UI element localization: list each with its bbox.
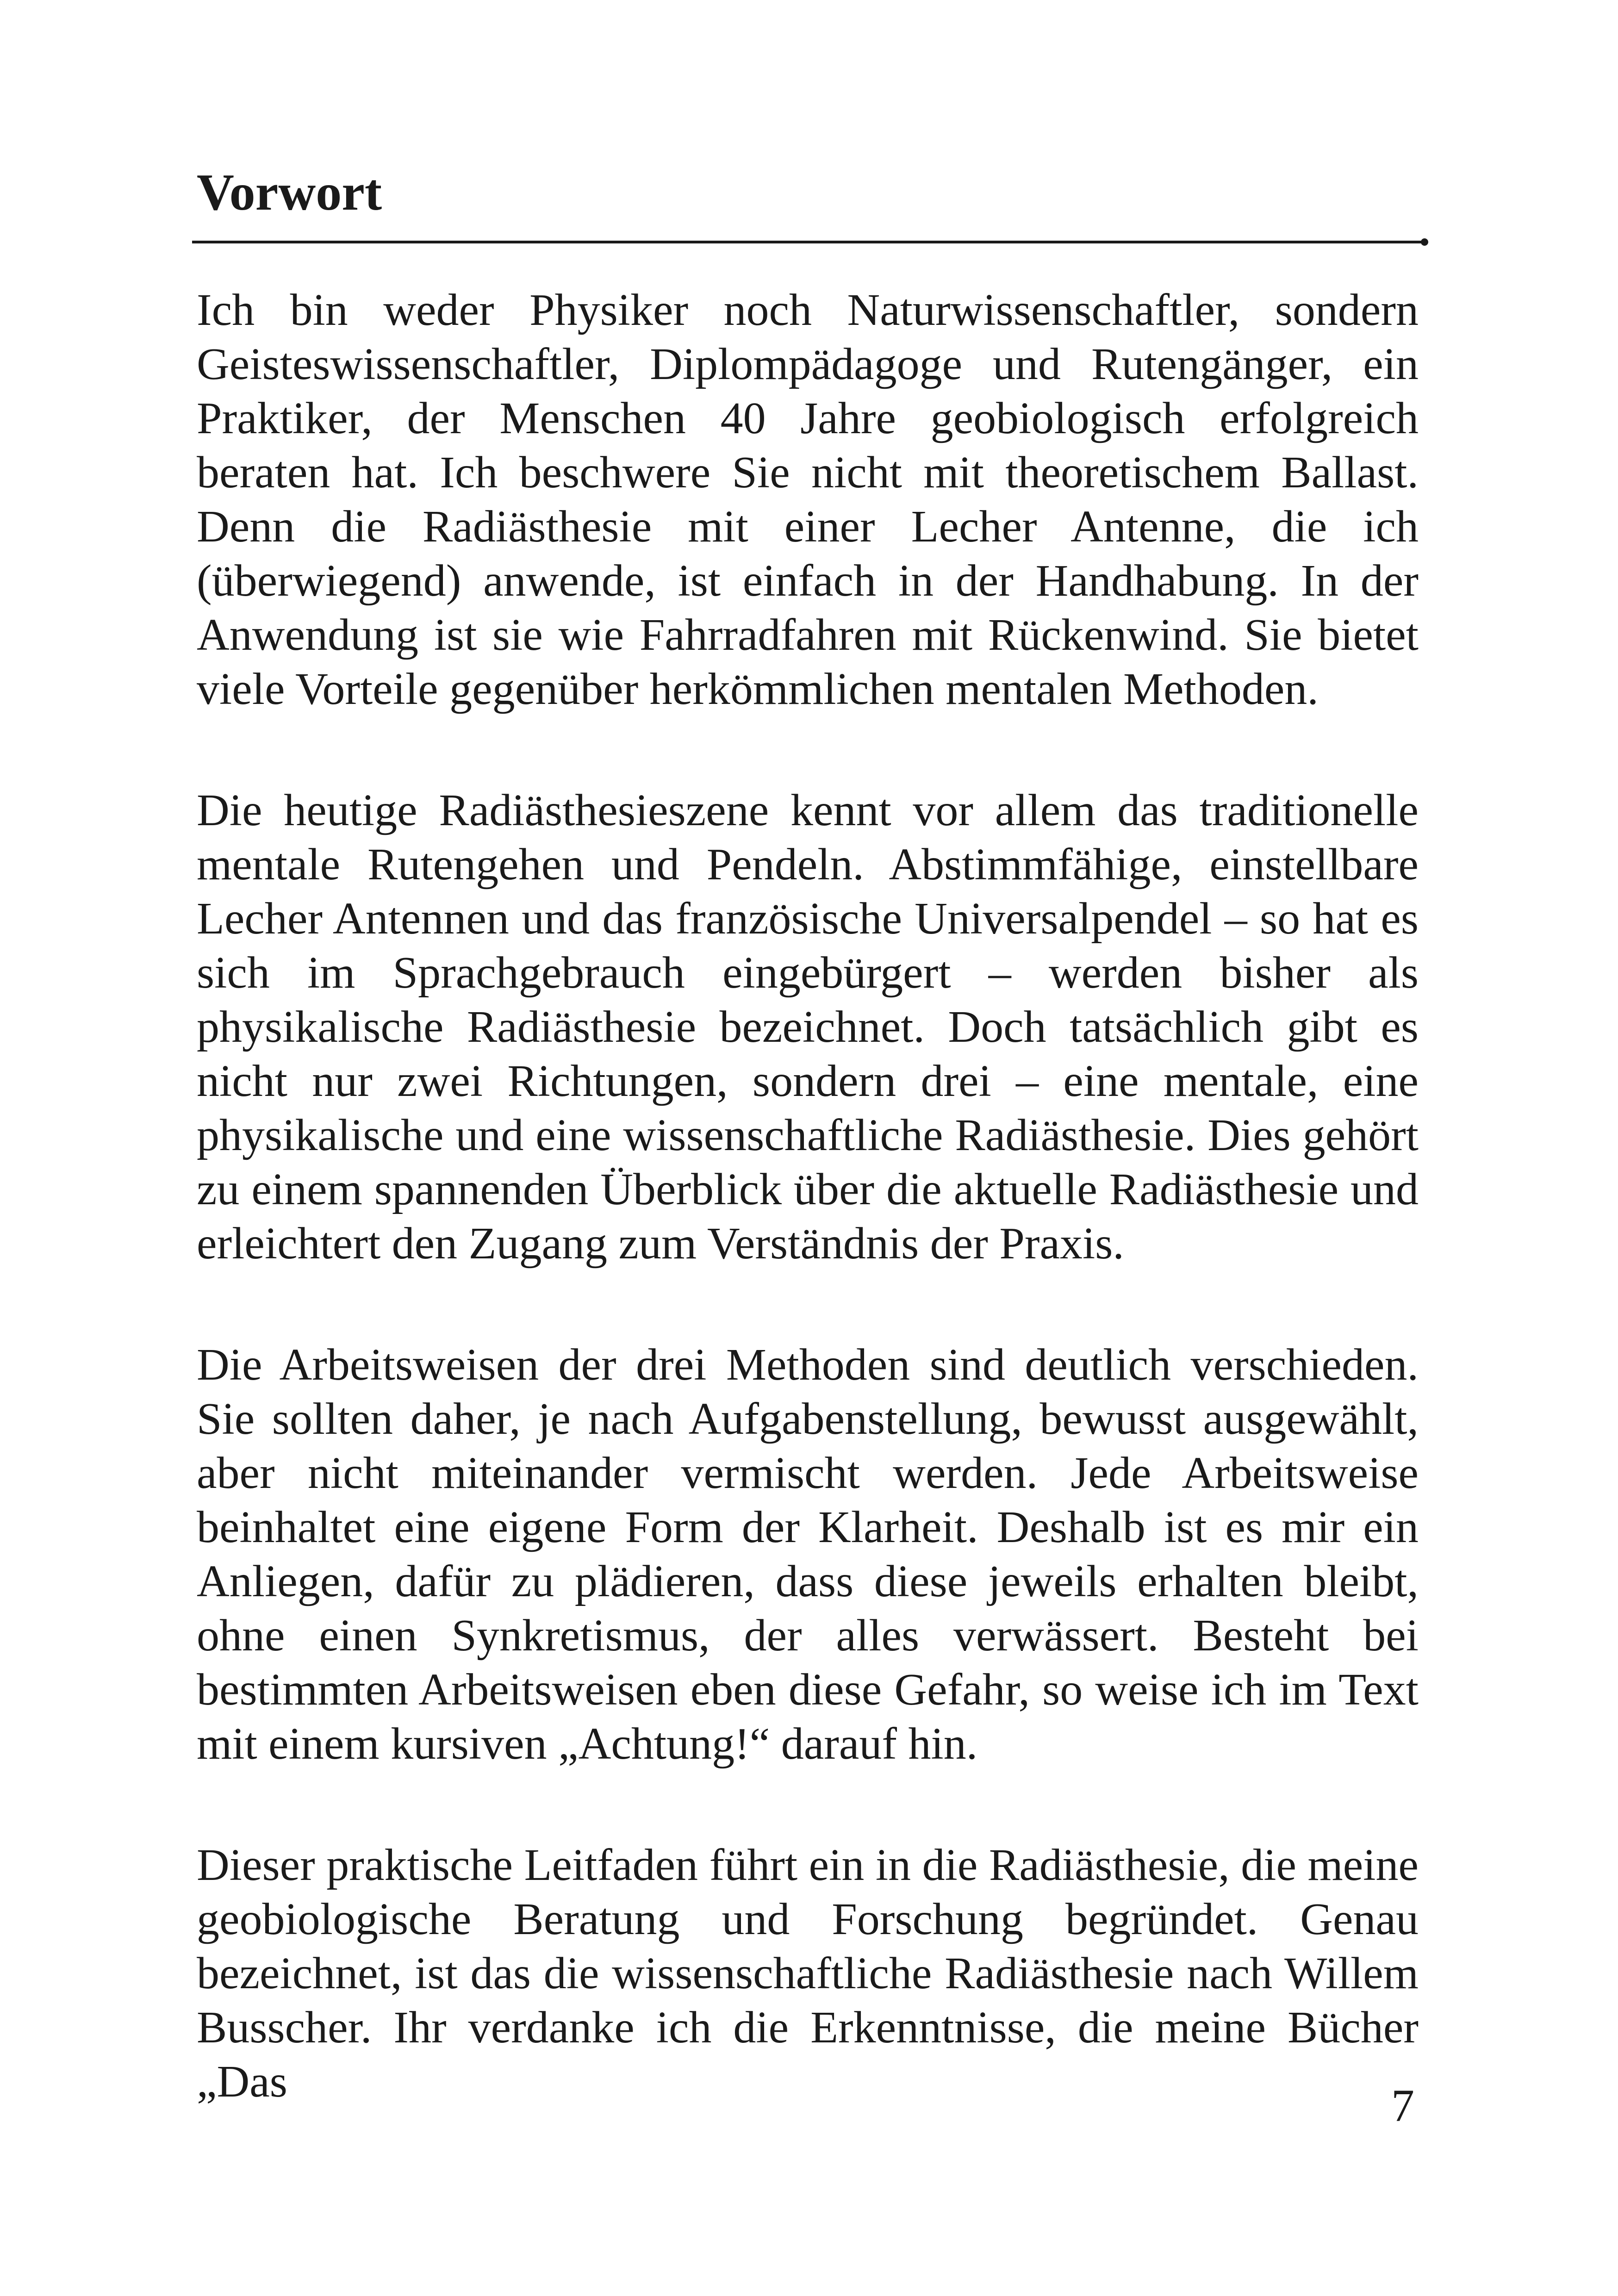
heading-rule [192, 241, 1425, 243]
heading-rule-end-dot [1421, 238, 1428, 246]
chapter-heading: Vorwort [197, 164, 382, 221]
paragraph-4: Dieser praktische Leitfaden führt ein in die Radiästhesie, die meine geobiologische Beratung und Forschung begründet. Genau bezeichnet, ist das die wissenschaftliche Radiästhesie nach Willem Busscher. Ihr verdanke ich die Erkenntnisse, die meine Bücher „Das [197, 1840, 1419, 2107]
paragraph-3: Die Arbeitsweisen der drei Methoden sind deutlich verschieden. Sie sollten daher, je nach Aufgabenstellung, bewusst ausgewählt, aber nicht miteinander vermischt werden. Jede Arbeitsweise beinhaltet eine eigene Form der Klarheit. Deshalb ist es mir ein Anliegen, dafür zu plädieren, dass diese jeweils erhalten bleibt, ohne einen Synkretismus, der alles verwässert. Besteht bei bestimmten Arbeitsweisen eben diese Gefahr, so weise ich im Text mit einem kursiven „Achtung!“ darauf hin. [197, 1340, 1419, 1769]
body-text [197, 283, 1419, 2176]
page-number: 7 [1391, 2080, 1414, 2131]
paragraph-1: Ich bin weder Physiker noch Naturwissenschaftler, sondern Geisteswissenschaftler, Diplompädagoge und Rutengänger, ein Praktiker, der Menschen 40 Jahre geobiologisch erfolgreich beraten hat. Ich beschwere Sie nicht mit theoretischem Ballast. Denn die Radiästhesie mit einer Lecher Antenne, die ich (überwiegend) anwende, ist einfach in der Handhabung. In der Anwendung ist sie wie Fahrradfahren mit Rückenwind. Sie bietet viele Vorteile gegenüber herkömmlichen mentalen Methoden. [197, 285, 1419, 714]
paragraph-2: Die heutige Radiästhesieszene kennt vor allem das traditionelle mentale Rutengehen und Pendeln. Abstimmfähige, einstellbare Lecher Antennen und das französische Universalpendel – so hat es sich im Sprachgebrauch eingebürgert – werden bisher als physikalische Radiästhesie bezeichnet. Doch tatsächlich gibt es nicht nur zwei Richtungen, sondern drei – eine mentale, eine physikalische und eine wissenschaftliche Radiästhesie. Dies gehört zu einem spannenden Überblick über die aktuelle Radiästhesie und erleichtert den Zugang zum Verständnis der Praxis. [197, 785, 1419, 1269]
